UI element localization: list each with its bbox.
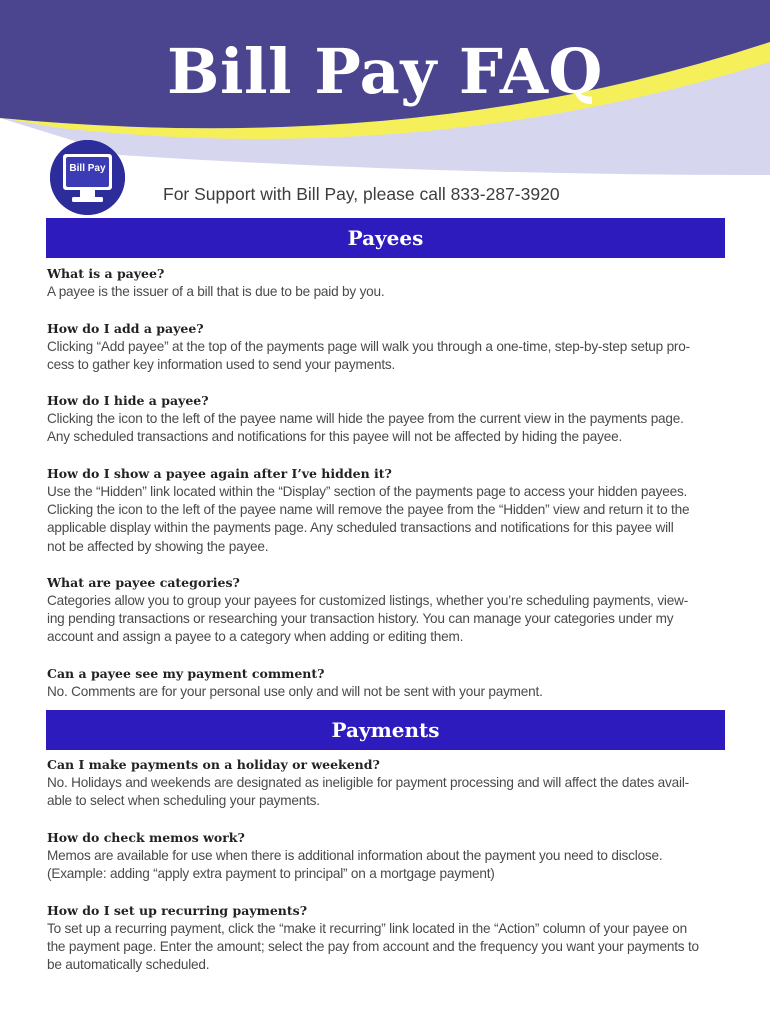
faq-question: What is a payee? — [47, 266, 165, 281]
faq-answer-line: Clicking the icon to the left of the payee name will remove the payee from the “Hidden” view and return it to the — [47, 502, 690, 518]
faq-question: How do I set up recurring payments? — [47, 903, 308, 918]
faq-question: How do I show a payee again after I’ve hidden it? — [47, 466, 392, 481]
section-header-payees: Payees — [46, 218, 725, 258]
faq-question: What are payee categories? — [47, 575, 240, 590]
faq-item-holiday-payments — [47, 756, 732, 810]
faq-item-payment-comment — [47, 665, 732, 701]
faq-answer-line: be automatically scheduled. — [47, 957, 210, 973]
faq-answer-line: ing pending transactions or researching your transaction history. You can manage your categories under my — [47, 611, 674, 627]
faq-answer-line: Clicking the icon to the left of the payee name will hide the payee from the current view in the payments page. — [47, 411, 684, 426]
faq-answer-line: Use the “Hidden” link located within the “Display” section of the payments page to access your hidden payees. — [47, 484, 688, 499]
page-title: Bill Pay FAQ — [167, 35, 603, 108]
faq-answer-line: Memos are available for use when there is additional information about the payment you need to disclose. — [47, 848, 663, 863]
faq-item-check-memos — [47, 829, 732, 883]
faq-question: How do I add a payee? — [47, 321, 204, 336]
faq-answer-line: cess to gather key information used to send your payments. — [47, 357, 396, 373]
logo-text: Bill Pay — [69, 163, 106, 174]
faq-answer-line: No. Comments are for your personal use only and will not be sent with your payment. — [47, 684, 543, 699]
section-header-payments: Payments — [46, 710, 725, 750]
faq-answer-line: Any scheduled transactions and notifications for this payee will not be affected by hiding the payee. — [47, 429, 623, 445]
faq-item-payee-categories — [47, 574, 732, 647]
faq-answer-line: the payment page. Enter the amount; select the pay from account and the frequency you want your payments to — [47, 939, 699, 955]
faq-answer-line: Categories allow you to group your payees for customized listings, whether you’re scheduling payments, view- — [47, 593, 689, 608]
faq-answer-line: Clicking “Add payee” at the top of the payments page will walk you through a one-time, step-by-step setup pro- — [47, 339, 690, 354]
faq-question: How do check memos work? — [47, 830, 245, 845]
faq-answer-line: (Example: adding “apply extra payment to principal” on a mortgage payment) — [47, 866, 495, 882]
faq-question: Can a payee see my payment comment? — [47, 666, 325, 681]
faq-answer-line: applicable display within the payments page. Any scheduled transactions and notifications for this payee will — [47, 520, 674, 536]
faq-question: Can I make payments on a holiday or weekend? — [47, 757, 380, 772]
faq-item-recurring-payments — [47, 902, 732, 975]
support-phone-text: For Support with Bill Pay, please call 833-287-3920 — [163, 184, 560, 204]
faq-item-what-is-payee — [47, 265, 732, 301]
faq-answer-line: To set up a recurring payment, click the “make it recurring” link located in the “Action” column of your payee on — [47, 921, 688, 936]
faq-answer-line: able to select when scheduling your payments. — [47, 793, 320, 809]
faq-answer-line: A payee is the issuer of a bill that is due to be paid by you. — [47, 284, 385, 299]
bill-pay-logo — [50, 140, 125, 215]
faq-item-add-payee — [47, 320, 732, 374]
faq-item-show-payee — [47, 465, 732, 556]
monitor-icon — [50, 140, 125, 215]
faq-answer-line: account and assign a payee to a category when adding or editing them. — [47, 629, 464, 645]
faq-question: How do I hide a payee? — [47, 393, 209, 408]
faq-answer-line: No. Holidays and weekends are designated as ineligible for payment processing and will affect the dates avail- — [47, 775, 689, 790]
faq-answer-line: not be affected by showing the payee. — [47, 538, 269, 554]
faq-item-hide-payee — [47, 392, 732, 446]
